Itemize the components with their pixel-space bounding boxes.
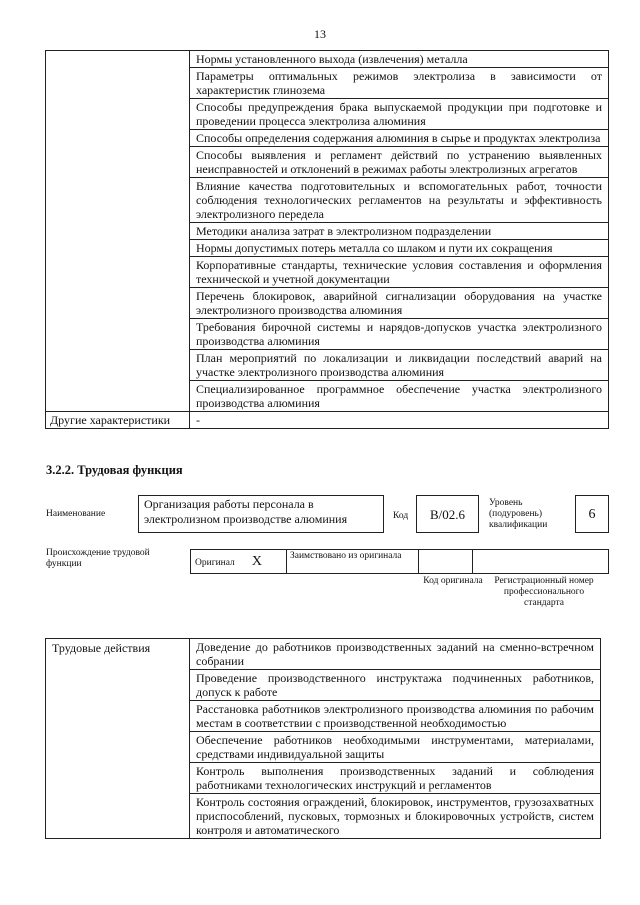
borrowed-label: Заимствовано из оригинала bbox=[287, 550, 419, 574]
other-characteristics-value: - bbox=[190, 412, 609, 429]
table-cell: Методики анализа затрат в электролизном подразделении bbox=[190, 223, 609, 240]
table-cell: Контроль состояния ограждений, блокировок, инструментов, грузозахватных приспособлений, пусковых, тормозных и блокировочных устройств, систем контроля и автоматического bbox=[190, 794, 601, 839]
knowledge-table bbox=[45, 50, 609, 429]
table-row bbox=[46, 51, 609, 68]
reg-number-caption: Регистрационный номер профессионального стандарта bbox=[494, 576, 594, 608]
table-cell: Требования бирочной системы и нарядов-допусков участка электролизного производства алюминия bbox=[190, 319, 609, 350]
level-label: Уровень (подуровень) квалификации bbox=[489, 498, 548, 530]
table-cell: Доведение до работников производственных заданий на сменно-встречном собрании bbox=[190, 639, 601, 670]
table-row bbox=[191, 550, 609, 574]
table-row bbox=[46, 412, 609, 429]
section-title: 3.2.2. Трудовая функция bbox=[46, 463, 183, 477]
table-cell: Специализированное программное обеспечение участка электролизного производства алюминия bbox=[190, 381, 609, 412]
table-cell: Нормы допустимых потерь металла со шлаком и пути их сокращения bbox=[190, 240, 609, 257]
origin-table bbox=[190, 549, 609, 574]
original-mark: X bbox=[251, 554, 262, 569]
labor-actions-label: Трудовые действия bbox=[46, 639, 190, 839]
table-cell: Перечень блокировок, аварийной сигнализации оборудования на участке электролизного производства алюминия bbox=[190, 288, 609, 319]
reg-number-cell bbox=[473, 550, 609, 574]
table-cell: Способы предупреждения брака выпускаемой продукции при подготовке и проведении процесса электролиза алюминия bbox=[190, 99, 609, 130]
code-box bbox=[416, 495, 479, 533]
table-cell: Обеспечение работников необходимыми инструментами, материалами, средствами индивидуальной защиты bbox=[190, 732, 601, 763]
table-cell: Параметры оптимальных режимов электролиза в зависимости от характеристик глинозема bbox=[190, 68, 609, 99]
other-characteristics-label: Другие характеристики bbox=[46, 412, 190, 429]
level-value: 6 bbox=[588, 507, 596, 522]
level-box bbox=[575, 495, 609, 533]
name-label: Наименование bbox=[46, 509, 106, 519]
code-original-caption: Код оригинала bbox=[423, 576, 483, 586]
function-name-box bbox=[138, 495, 384, 533]
function-name: Организация работы персонала в электролизном производстве алюминия bbox=[144, 497, 348, 526]
table-cell: Нормы установленного выхода (извлечения) металла bbox=[190, 51, 609, 68]
original-label: Оригинал bbox=[195, 558, 235, 568]
page-number: 13 bbox=[314, 27, 326, 41]
origin-label: Происхождение трудовой функции bbox=[46, 548, 150, 569]
table-cell: Способы выявления и регламент действий по устранению выявленных неисправностей и отклонений в режимах работы электролизных агрегатов bbox=[190, 147, 609, 178]
code-label: Код bbox=[393, 511, 409, 521]
table-cell: Контроль выполнения производственных заданий и соблюдения работниками технологических инструкций и регламентов bbox=[190, 763, 601, 794]
table-cell: Корпоративные стандарты, технические условия составления и оформления технической и учетной документации bbox=[190, 257, 609, 288]
table-row bbox=[46, 639, 601, 670]
table-cell: Проведение производственного инструктажа подчиненных работников, допуск к работе bbox=[190, 670, 601, 701]
table-cell: Способы определения содержания алюминия в сырье и продуктах электролиза bbox=[190, 130, 609, 147]
original-cell bbox=[191, 550, 287, 574]
table-cell: План мероприятий по локализации и ликвидации последствий аварий на участке электролизного производства алюминия bbox=[190, 350, 609, 381]
table-cell: Влияние качества подготовительных и вспомогательных работ, точности соблюдения технологических регламентов на результаты и эффективность электролизного передела bbox=[190, 178, 609, 223]
table-cell: Расстановка работников электролизного производства алюминия по рабочим местам в соответствии с производственной необходимостью bbox=[190, 701, 601, 732]
code-value: В/02.6 bbox=[429, 507, 466, 522]
label-cell-empty bbox=[46, 51, 190, 412]
labor-actions-table bbox=[45, 638, 601, 839]
code-original-cell bbox=[419, 550, 473, 574]
